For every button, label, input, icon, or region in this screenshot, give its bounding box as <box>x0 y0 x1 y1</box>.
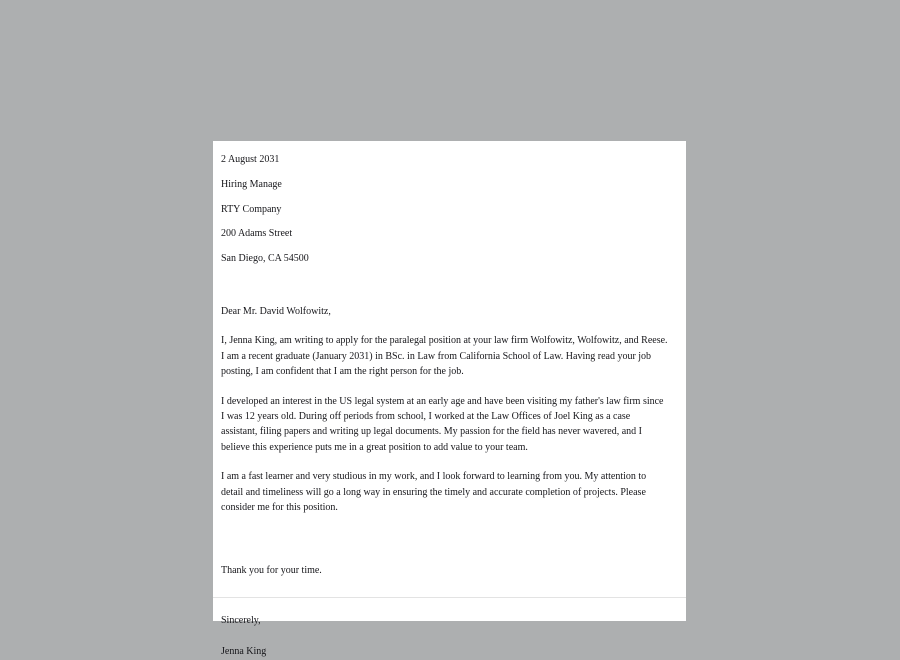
date-line: 2 August 2031 <box>221 154 280 165</box>
body-paragraph-2: I developed an interest in the US legal system at an early age and have been visiting my father's law firm since I was 12 years old. During off periods from school, I worked at the Law Offices of Joel King as a case assistant, filing papers and writing up legal documents. My passion for the field has never wavered, and I believe this experience puts me in a great position to add value to your team. <box>221 395 664 453</box>
letter-page <box>213 141 686 658</box>
signature-name: Jenna King <box>221 646 267 658</box>
street-address-line: 200 Adams Street <box>221 228 293 240</box>
address-block <box>221 152 668 267</box>
spacer-before-salutation <box>221 276 668 304</box>
city-state-zip-line: San Diego, CA 54500 <box>221 253 309 265</box>
body-paragraph-1: I, Jenna King, am writing to apply for the paralegal position at your law firm Wolfowitz, Wolfowitz, and Reese. I am a recent graduate (January 2031) in BSc. in Law from California School of Law. Having read your job posting, I am confident that I am the right person for the job. <box>221 335 668 378</box>
letter-content <box>221 152 668 660</box>
signoff-line: Sincerely, <box>221 614 261 626</box>
salutation: Dear Mr. David Wolfowitz, <box>221 305 331 317</box>
thank-you-line: Thank you for your time. <box>221 565 322 577</box>
footer-divider <box>213 597 686 598</box>
spacer-before-signoff <box>221 579 668 613</box>
spacer-before-thanks <box>221 529 668 563</box>
recipient-title-line: Hiring Manage <box>221 178 282 190</box>
company-name-line: RTY Company <box>221 203 282 215</box>
body-paragraph-3: I am a fast learner and very studious in my work, and I look forward to learning from you. My attention to detail and timeliness will go a long way in ensuring the timely and accurate completion of projects. Please consider me for this position. <box>221 471 647 514</box>
